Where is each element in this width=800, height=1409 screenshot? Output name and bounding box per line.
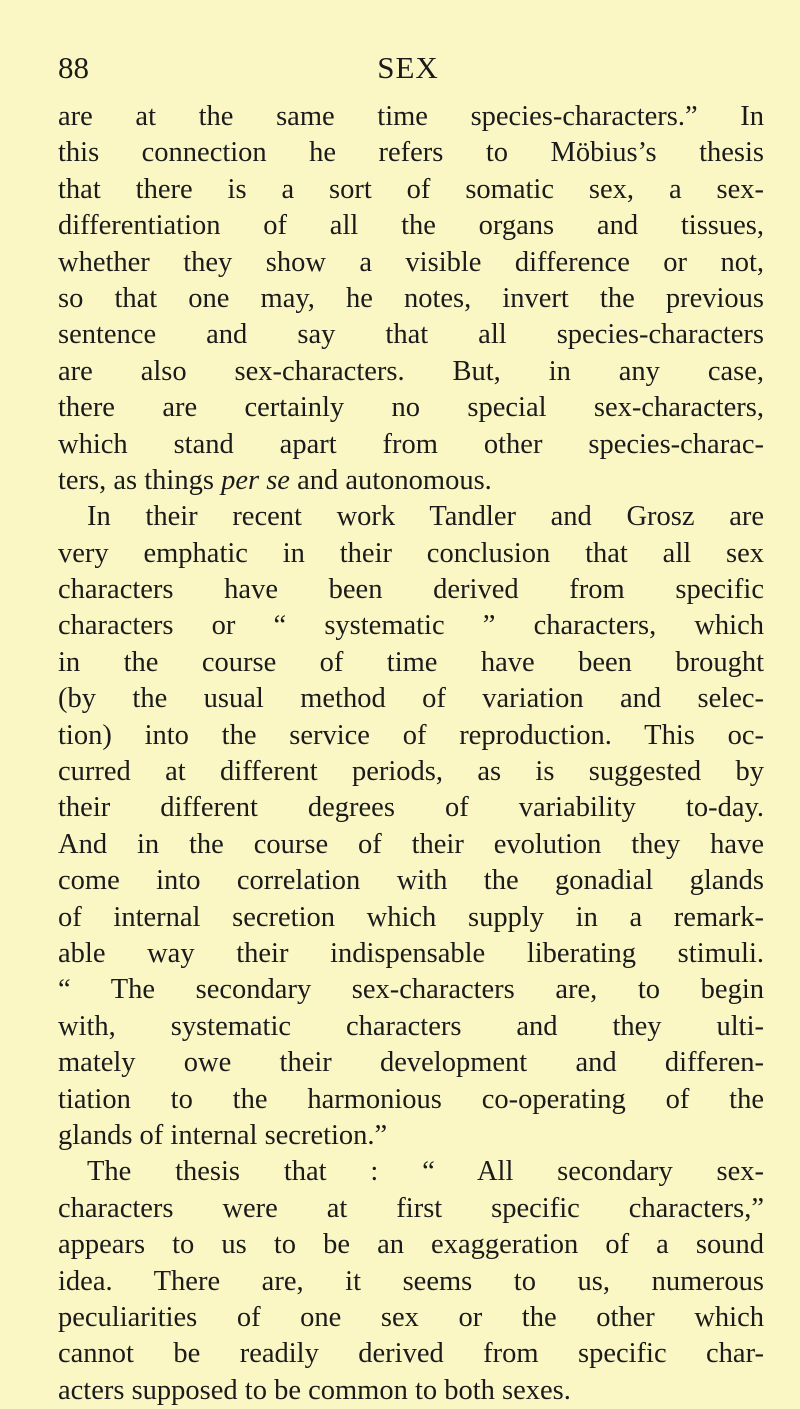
text-line: which stand apart from other species-charac- — [58, 428, 764, 460]
text-line: that there is a sort of somatic sex, a sex- — [58, 173, 764, 205]
text-line-paragraph-end: acters supposed to be common to both sexes. — [58, 1374, 571, 1406]
text-line: very emphatic in their conclusion that all sex — [58, 537, 764, 569]
text-segment: ters, as things — [58, 464, 214, 496]
text-line: able way their indispensable liberating stimuli. — [58, 937, 764, 969]
text-line: are at the same time species-characters.” In — [58, 101, 764, 132]
text-line: with, systematic characters and they ulti- — [58, 1010, 764, 1042]
text-line: characters or “ systematic ” characters, which — [58, 610, 764, 642]
text-line: come into correlation with the gonadial glands — [58, 865, 764, 897]
paragraph-first-line: The thesis that : “ All secondary sex- — [87, 1156, 764, 1188]
text-line: are also sex-characters. But, in any case, — [58, 355, 764, 387]
text-line-paragraph-end — [58, 463, 764, 499]
text-line: tiation to the harmonious co-operating of the — [58, 1083, 764, 1115]
text-line: tion) into the service of reproduction. This oc- — [58, 719, 764, 751]
text-line-paragraph-end: glands of internal secretion.” — [58, 1119, 388, 1151]
text-line: in the course of time have been brought — [58, 646, 764, 678]
text-line: mately owe their development and differen- — [58, 1047, 764, 1079]
text-line: sentence and say that all species-characters — [58, 319, 764, 351]
italic-phrase: per se — [221, 464, 290, 496]
paragraph-first-line: In their recent work Tandler and Grosz are — [87, 501, 764, 533]
text-line: (by the usual method of variation and selec- — [58, 683, 764, 715]
text-line: characters have been derived from specific — [58, 574, 764, 606]
running-head — [58, 48, 758, 88]
text-line: curred at different periods, as is suggested by — [58, 756, 764, 788]
text-line: differentiation of all the organs and tissues, — [58, 210, 764, 242]
text-line: so that one may, he notes, invert the previous — [58, 282, 764, 314]
text-line: idea. There are, it seems to us, numerous — [58, 1265, 764, 1297]
text-line: of internal secretion which supply in a remark- — [58, 901, 764, 933]
text-line: And in the course of their evolution they have — [58, 828, 764, 860]
text-line: cannot be readily derived from specific char- — [58, 1338, 764, 1370]
text-segment: and autonomous. — [297, 464, 492, 496]
text-line: this connection he refers to Möbius’s thesis — [58, 137, 764, 169]
page-number: 88 — [58, 50, 89, 85]
text-line: “ The secondary sex-characters are, to begin — [58, 974, 764, 1006]
text-line: appears to us to be an exaggeration of a sound — [58, 1229, 764, 1261]
text-line: their different degrees of variability to-day. — [58, 792, 764, 824]
text-line: characters were at first specific characters,” — [58, 1192, 764, 1224]
body-text — [58, 99, 764, 1409]
text-line: there are certainly no special sex-characters, — [58, 392, 764, 424]
text-line: whether they show a visible difference or not, — [58, 246, 764, 278]
text-line: peculiarities of one sex or the other which — [58, 1301, 764, 1333]
running-title: SEX — [377, 50, 439, 85]
